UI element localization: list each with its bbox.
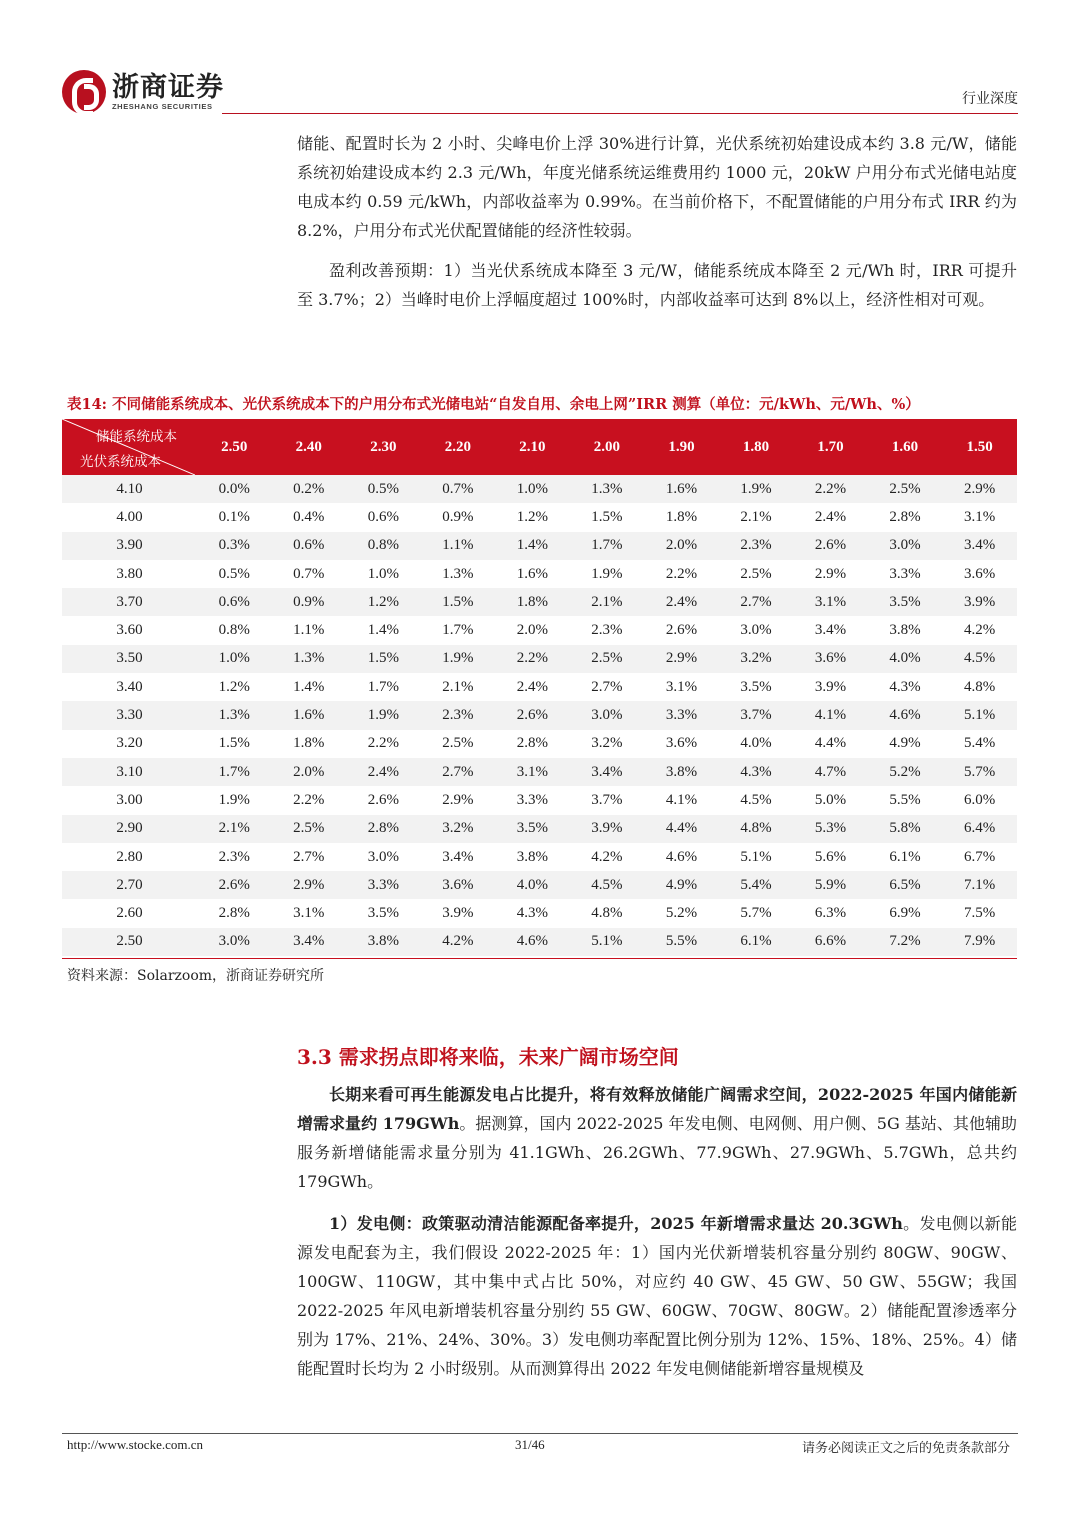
table-cell: 3.3% <box>665 707 698 724</box>
table-cell: 0.9% <box>293 593 325 610</box>
table-cell: 5.5% <box>665 933 698 950</box>
table-cell: 5.1% <box>964 707 996 724</box>
table-row <box>62 701 1017 729</box>
table-cell: 2.7% <box>442 763 474 780</box>
column-header: 1.80 <box>742 438 770 455</box>
page-header <box>62 60 1018 116</box>
table-cell: 1.8% <box>665 508 698 525</box>
table-cell: 2.2% <box>367 735 399 752</box>
paragraph-demand-body: 。据测算，国内 2022-2025 年发电侧、电网侧、用户侧、5G 基站、其他辅助服务新增储能需求量分别为 41.1GWh、26.2GWh、77.9GWh、27.9GWh、5.7GWh，总共约 179GWh。 <box>297 1114 1017 1191</box>
table-cell: 3.8% <box>889 622 921 639</box>
table-cell: 5.7% <box>740 905 772 922</box>
table-cell: 2.3% <box>591 622 623 639</box>
table-cell: 4.9% <box>665 876 698 893</box>
table-cell: 5.4% <box>964 735 996 752</box>
table-cell: 2.5% <box>442 735 474 752</box>
table-cell: 6.3% <box>814 905 847 922</box>
row-label: 3.60 <box>116 622 143 639</box>
table-cell: 2.1% <box>591 593 623 610</box>
table-cell: 4.4% <box>665 820 698 837</box>
table-cell: 1.7% <box>591 537 623 554</box>
table-row <box>62 871 1017 899</box>
table-cell: 1.9% <box>218 791 250 808</box>
table-cell: 6.5% <box>889 876 921 893</box>
table-cell: 5.5% <box>889 791 921 808</box>
row-label: 3.70 <box>116 593 143 610</box>
table-cell: 2.6% <box>218 876 250 893</box>
table-header-row <box>62 419 1017 475</box>
table-cell: 0.7% <box>442 480 474 497</box>
table-cell: 4.1% <box>814 707 847 724</box>
page-number: 31/46 <box>515 1437 545 1452</box>
table-row <box>62 815 1017 843</box>
logo-mark-icon <box>62 70 106 114</box>
table-cell: 2.6% <box>814 537 847 554</box>
table-cell: 3.4% <box>442 848 474 865</box>
table-cell: 4.8% <box>591 905 623 922</box>
paragraph-generation-body: 。发电侧以新能源发电配套为主，我们假设 2022-2025 年：1）国内光伏新增装机容量分别约 80GW、90GW、100GW、110GW，其中集中式占比 50%，对应约 40 GW、45 GW、50 GW、55GW；我国 2022-2025 年风电新增装机容量分别约 55 GW、60GW、70GW、80GW。2）储能配置渗透率分别为 17%、21%、24%、30%。3）发电侧功率配置比例分别为 12%、15%、18%、25%。4）储能配置时长均为 2 小时级别。从而测算得出 2022 年发电侧储能新增容量规模及 <box>297 1214 1017 1378</box>
table-cell: 6.0% <box>964 791 996 808</box>
table-cell: 4.8% <box>740 820 772 837</box>
table-cell: 4.4% <box>814 735 847 752</box>
table-cell: 4.0% <box>889 650 921 667</box>
row-label: 3.30 <box>116 707 143 724</box>
table-cell: 1.8% <box>293 735 325 752</box>
paragraph-generation-side <box>297 1209 1017 1383</box>
table-cell: 3.0% <box>218 933 250 950</box>
table-row <box>62 503 1017 531</box>
table-cell: 1.4% <box>367 622 399 639</box>
paragraph-generation-lead: 1）发电侧：政策驱动清洁能源配备率提升，2025 年新增需求量达 20.3GWh <box>329 1214 903 1233</box>
table-cell: 4.9% <box>889 735 921 752</box>
table-cell: 2.2% <box>814 480 847 497</box>
table-cell: 3.8% <box>665 763 698 780</box>
table-cell: 4.3% <box>740 763 772 780</box>
table-cell: 4.2% <box>964 622 996 639</box>
table-cell: 3.5% <box>367 905 399 922</box>
table-cell: 5.7% <box>964 763 996 780</box>
table-cell: 4.6% <box>889 707 921 724</box>
table-cell: 3.5% <box>516 820 549 837</box>
row-label: 3.40 <box>116 678 143 695</box>
table-cell: 3.3% <box>889 565 921 582</box>
table-cell: 1.5% <box>442 593 474 610</box>
company-name-en: ZHESHANG SECURITIES <box>112 101 213 111</box>
table-cell: 1.8% <box>516 593 549 610</box>
table-cell: 2.7% <box>591 678 623 695</box>
table-source: 资料来源：Solarzoom，浙商证券研究所 <box>67 968 325 984</box>
table-cell: 2.6% <box>665 622 698 639</box>
table-cell: 3.9% <box>964 593 996 610</box>
table-row <box>62 786 1017 814</box>
table-cell: 7.9% <box>964 933 996 950</box>
table-cell: 3.9% <box>814 678 847 695</box>
table-cell: 2.0% <box>665 537 698 554</box>
table-cell: 2.9% <box>293 876 325 893</box>
table-cell: 4.7% <box>814 763 847 780</box>
table-row <box>62 475 1017 503</box>
table-cell: 2.8% <box>367 820 399 837</box>
table-cell: 3.5% <box>889 593 921 610</box>
table-cell: 1.0% <box>516 480 549 497</box>
table-cell: 1.5% <box>218 735 250 752</box>
table-cell: 2.2% <box>293 791 325 808</box>
table-cell: 3.9% <box>442 905 474 922</box>
table-row <box>62 899 1017 927</box>
table-cell: 2.0% <box>516 622 549 639</box>
table-cell: 2.2% <box>516 650 549 667</box>
table-cell: 1.2% <box>218 678 250 695</box>
table-cell: 0.3% <box>218 537 250 554</box>
table-cell: 4.2% <box>591 848 623 865</box>
table-cell: 2.5% <box>293 820 325 837</box>
table-cell: 3.6% <box>814 650 847 667</box>
table-cell: 3.4% <box>814 622 847 639</box>
table-row <box>62 645 1017 673</box>
table-cell: 0.9% <box>442 508 474 525</box>
company-logo <box>62 70 224 114</box>
table-cell: 7.2% <box>889 933 921 950</box>
row-label: 4.10 <box>116 480 143 497</box>
table-cell: 1.9% <box>367 707 399 724</box>
table-cell: 2.9% <box>814 565 847 582</box>
table-cell: 4.8% <box>964 678 996 695</box>
table-cell: 5.9% <box>814 876 847 893</box>
table-cell: 2.5% <box>889 480 921 497</box>
table-cell: 2.9% <box>964 480 996 497</box>
table-cell: 5.1% <box>591 933 623 950</box>
table-cell: 2.3% <box>442 707 474 724</box>
table-cell: 1.3% <box>293 650 325 667</box>
table-cell: 5.6% <box>814 848 847 865</box>
table-cell: 6.4% <box>964 820 996 837</box>
table-cell: 4.2% <box>442 933 474 950</box>
table-cell: 0.0% <box>218 480 250 497</box>
table-cell: 5.3% <box>814 820 847 837</box>
table-cell: 3.2% <box>740 650 772 667</box>
document-type: 行业深度 <box>962 91 1018 107</box>
paragraph-demand-lead: 长期来看可再生能源发电占比提升，将有效释放储能广阔需求空间，2022-2025 年国内储能新增需求量约 179GWh <box>297 1085 1017 1133</box>
table-row <box>62 843 1017 871</box>
table-row <box>62 758 1017 786</box>
table-cell: 2.3% <box>218 848 250 865</box>
table-cell: 0.5% <box>367 480 399 497</box>
column-header: 2.40 <box>295 438 322 455</box>
table-cell: 1.5% <box>591 508 623 525</box>
table-cell: 3.0% <box>591 707 623 724</box>
row-label: 2.60 <box>116 905 143 922</box>
table-cell: 5.2% <box>665 905 698 922</box>
table-cell: 2.9% <box>665 650 698 667</box>
table-cell: 0.5% <box>218 565 250 582</box>
table-cell: 1.5% <box>367 650 399 667</box>
row-label: 3.80 <box>116 565 143 582</box>
table-cell: 3.9% <box>591 820 623 837</box>
table-cell: 1.1% <box>442 537 474 554</box>
table-cell: 3.8% <box>516 848 549 865</box>
table-cell: 3.0% <box>889 537 921 554</box>
table-cell: 4.0% <box>740 735 772 752</box>
table-cell: 1.9% <box>442 650 474 667</box>
paragraph-profit-outlook: 盈利改善预期：1）当光伏系统成本降至 3 元/W，储能系统成本降至 2 元/Wh 时，IRR 可提升至 3.7%；2）当峰时电价上浮幅度超过 100%时，内部收益率可达到 8%以上，经济性相对可观。 <box>297 261 1017 309</box>
table-row <box>62 588 1017 616</box>
table-row <box>62 532 1017 560</box>
table-cell: 2.6% <box>367 791 399 808</box>
row-label: 4.00 <box>116 508 143 525</box>
table-cell: 4.0% <box>516 876 549 893</box>
table-cell: 2.6% <box>516 707 549 724</box>
table-cell: 0.1% <box>218 508 250 525</box>
column-header: 1.90 <box>668 438 695 455</box>
table-row <box>62 616 1017 644</box>
table-cell: 2.3% <box>740 537 772 554</box>
table-cell: 2.1% <box>740 508 772 525</box>
table-cell: 0.6% <box>367 508 399 525</box>
table-cell: 1.1% <box>293 622 325 639</box>
section-heading: 3.3 需求拐点即将来临，未来广阔市场空间 <box>297 1045 679 1069</box>
corner-label-pv-cost: 光伏系统成本 <box>80 454 161 470</box>
table-cell: 2.4% <box>814 508 847 525</box>
table-cell: 3.1% <box>665 678 698 695</box>
table-row <box>62 673 1017 701</box>
table-cell: 3.4% <box>964 537 996 554</box>
table-cell: 5.0% <box>814 791 847 808</box>
table-cell: 1.6% <box>516 565 549 582</box>
row-label: 2.90 <box>116 820 143 837</box>
table-cell: 1.2% <box>367 593 399 610</box>
table-cell: 2.4% <box>516 678 549 695</box>
table-cell: 1.0% <box>218 650 250 667</box>
column-header: 2.30 <box>370 438 397 455</box>
table-cell: 3.7% <box>591 791 623 808</box>
paragraph-demand-outlook <box>297 1080 1017 1196</box>
table-cell: 4.5% <box>591 876 623 893</box>
table-row <box>62 928 1017 956</box>
table-bottom-rule <box>62 958 1017 959</box>
company-name-cn: 浙商证券 <box>112 71 224 103</box>
table-cell: 5.2% <box>889 763 921 780</box>
column-header: 1.50 <box>966 438 993 455</box>
table-cell: 3.0% <box>740 622 772 639</box>
row-label: 3.90 <box>116 537 143 554</box>
column-header: 2.00 <box>593 438 621 455</box>
table-cell: 2.8% <box>218 905 250 922</box>
table-cell: 5.8% <box>889 820 921 837</box>
table-cell: 0.8% <box>218 622 250 639</box>
row-label: 3.10 <box>116 763 143 780</box>
corner-label-storage-cost: 储能系统成本 <box>96 429 177 445</box>
table-cell: 2.9% <box>442 791 474 808</box>
table-cell: 4.5% <box>740 791 772 808</box>
table-cell: 1.7% <box>442 622 474 639</box>
table-cell: 3.2% <box>442 820 474 837</box>
table-cell: 1.3% <box>591 480 623 497</box>
table-cell: 6.1% <box>740 933 772 950</box>
table-cell: 3.4% <box>293 933 325 950</box>
row-label: 3.20 <box>116 735 143 752</box>
table-cell: 4.6% <box>516 933 549 950</box>
table-cell: 3.2% <box>591 735 623 752</box>
table-cell: 2.4% <box>367 763 399 780</box>
column-header: 2.10 <box>519 438 546 455</box>
table-cell: 2.7% <box>293 848 325 865</box>
table-cell: 0.2% <box>293 480 325 497</box>
table-cell: 1.9% <box>591 565 623 582</box>
footer-divider <box>62 1433 1018 1434</box>
table-cell: 6.7% <box>964 848 996 865</box>
table-cell: 2.1% <box>442 678 474 695</box>
table-cell: 4.5% <box>964 650 996 667</box>
table-cell: 0.8% <box>367 537 399 554</box>
table-cell: 3.6% <box>442 876 474 893</box>
table-row <box>62 730 1017 758</box>
table-cell: 1.6% <box>293 707 325 724</box>
table-cell: 2.8% <box>516 735 549 752</box>
irr-table <box>62 419 1017 956</box>
table-cell: 3.5% <box>740 678 772 695</box>
table-title: 表14: 不同储能系统成本、光伏系统成本下的户用分布式光储电站“自发自用、余电上网”IRR 测算（单位：元/kWh、元/Wh、%） <box>67 396 920 413</box>
table-cell: 1.7% <box>367 678 399 695</box>
row-label: 3.50 <box>116 650 143 667</box>
table-cell: 3.7% <box>740 707 772 724</box>
table-cell: 6.9% <box>889 905 921 922</box>
column-header: 2.20 <box>444 438 471 455</box>
table-cell: 3.1% <box>964 508 996 525</box>
table-cell: 2.5% <box>740 565 772 582</box>
column-header: 1.60 <box>891 438 919 455</box>
row-label: 2.50 <box>116 933 143 950</box>
table-cell: 3.8% <box>367 933 399 950</box>
table-cell: 0.6% <box>293 537 325 554</box>
table-cell: 1.2% <box>516 508 549 525</box>
table-corner-cell <box>62 419 197 475</box>
table-cell: 6.6% <box>814 933 847 950</box>
row-label: 2.70 <box>116 876 143 893</box>
table-cell: 7.1% <box>964 876 996 893</box>
table-cell: 2.8% <box>889 508 921 525</box>
table-cell: 3.1% <box>814 593 847 610</box>
row-label: 2.80 <box>116 848 143 865</box>
table-cell: 5.4% <box>740 876 772 893</box>
table-cell: 2.0% <box>293 763 325 780</box>
table-cell: 0.4% <box>293 508 325 525</box>
table-cell: 3.6% <box>665 735 698 752</box>
table-cell: 4.1% <box>665 791 698 808</box>
table-cell: 3.6% <box>964 565 996 582</box>
table-cell: 7.5% <box>964 905 996 922</box>
table-cell: 1.0% <box>367 565 399 582</box>
column-header: 2.50 <box>221 438 248 455</box>
footer-website-link[interactable]: http://www.stocke.com.cn <box>67 1437 203 1452</box>
table-cell: 2.7% <box>740 593 772 610</box>
table-cell: 3.3% <box>516 791 549 808</box>
table-cell: 2.4% <box>665 593 698 610</box>
table-cell: 2.5% <box>591 650 623 667</box>
paragraph-cost-assumptions: 储能、配置时长为 2 小时、尖峰电价上浮 30%进行计算，光伏系统初始建设成本约 3.8 元/W，储能系统初始建设成本约 2.3 元/Wh，年度光储系统运维费用约 1000 元，20kW 户用分布式光储电站度电成本约 0.59 元/kWh，内部收益率为 0.99%。在当前价格下，不配置储能的户用分布式 IRR 约为 8.2%，户用分布式光伏配置储能的经济性较弱。 <box>297 134 1017 240</box>
table-cell: 3.0% <box>367 848 399 865</box>
table-cell: 1.9% <box>740 480 772 497</box>
table-cell: 0.6% <box>218 593 250 610</box>
table-cell: 6.1% <box>889 848 921 865</box>
table-cell: 1.7% <box>218 763 250 780</box>
table-cell: 0.7% <box>293 565 325 582</box>
table-cell: 3.3% <box>367 876 399 893</box>
disclaimer-note: 请务必阅读正文之后的免责条款部分 <box>801 1441 1010 1456</box>
table-cell: 4.6% <box>665 848 698 865</box>
table-cell: 1.3% <box>218 707 250 724</box>
table-cell: 4.3% <box>889 678 921 695</box>
table-cell: 3.1% <box>516 763 549 780</box>
table-row <box>62 560 1017 588</box>
table-cell: 5.1% <box>740 848 772 865</box>
table-body <box>62 475 1017 956</box>
table-cell: 1.4% <box>293 678 325 695</box>
table-cell: 1.3% <box>442 565 474 582</box>
table-cell: 1.4% <box>516 537 549 554</box>
column-header: 1.70 <box>817 438 844 455</box>
header-divider <box>222 113 1018 114</box>
table-cell: 4.3% <box>516 905 549 922</box>
table-cell: 2.2% <box>665 565 698 582</box>
row-label: 3.00 <box>116 791 143 808</box>
table-cell: 1.6% <box>665 480 698 497</box>
table-cell: 3.4% <box>591 763 623 780</box>
table-cell: 3.1% <box>293 905 325 922</box>
table-cell: 2.1% <box>218 820 250 837</box>
